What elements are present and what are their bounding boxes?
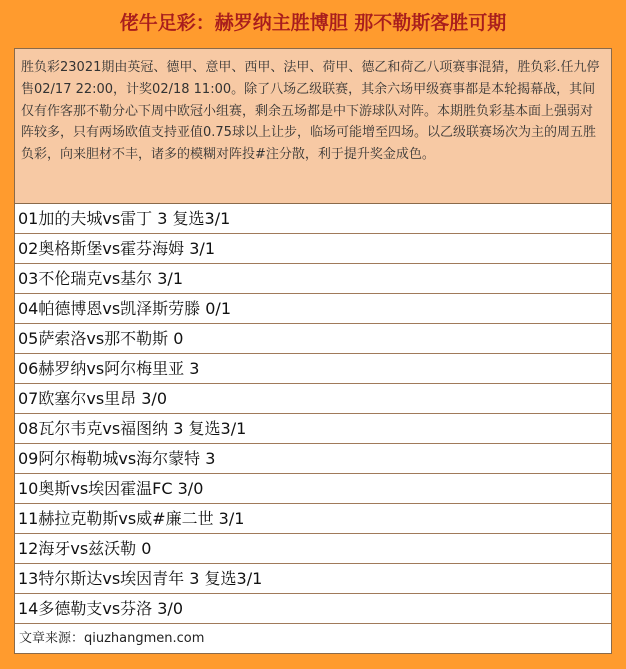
match-row: 04帕德博恩vs凯泽斯劳滕 0/1 [15, 294, 611, 324]
source-line: 文章来源：qiuzhangmen.com [19, 631, 205, 646]
match-row: 06赫罗纳vs阿尔梅里亚 3 [15, 354, 611, 384]
page-title: 佬牛足彩：赫罗纳主胜博胆 那不勒斯客胜可期 [119, 12, 507, 34]
match-row: 12海牙vs兹沃勒 0 [15, 534, 611, 564]
match-row: 07欧塞尔vs里昂 3/0 [15, 384, 611, 414]
match-row: 01加的夫城vs雷丁 3 复选3/1 [15, 204, 611, 234]
match-row: 02奥格斯堡vs霍芬海姆 3/1 [15, 234, 611, 264]
match-row: 03不伦瑞克vs基尔 3/1 [15, 264, 611, 294]
match-row: 11赫拉克勒斯vs威#廉二世 3/1 [15, 504, 611, 534]
match-row: 14多德勒支vs芬洛 3/0 [15, 594, 611, 624]
match-row: 05萨索洛vs那不勒斯 0 [15, 324, 611, 354]
match-row: 10奥斯vs埃因霍温FC 3/0 [15, 474, 611, 504]
match-row: 13特尔斯达vs埃因青年 3 复选3/1 [15, 564, 611, 594]
intro-paragraph: 胜负彩23021期由英冠、德甲、意甲、西甲、法甲、荷甲、德乙和荷乙八项赛事混猜，胜负彩.任九停售02/17 22:00，计奖02/18 11:00。除了八场乙级联赛，其余六场甲级赛事都是本轮揭幕战，其间仅有作客那不勒分心下周中欧冠小组赛，剩余五场都是中下游球队对阵。本期胜负彩基本面上强弱对阵较多，只有两场欧值支持亚值0.75球以上让步，临场可能增至四场。以乙级联赛场次为主的周五胜负彩，向来胆材不丰，诸多的模糊对阵投#注分散，利于提升奖金成色。 [15, 49, 611, 204]
match-row: 09阿尔梅勒城vs海尔蒙特 3 [15, 444, 611, 474]
match-list [15, 204, 611, 624]
match-row: 08瓦尔韦克vs福图纳 3 复选3/1 [15, 414, 611, 444]
article-card [14, 48, 612, 654]
